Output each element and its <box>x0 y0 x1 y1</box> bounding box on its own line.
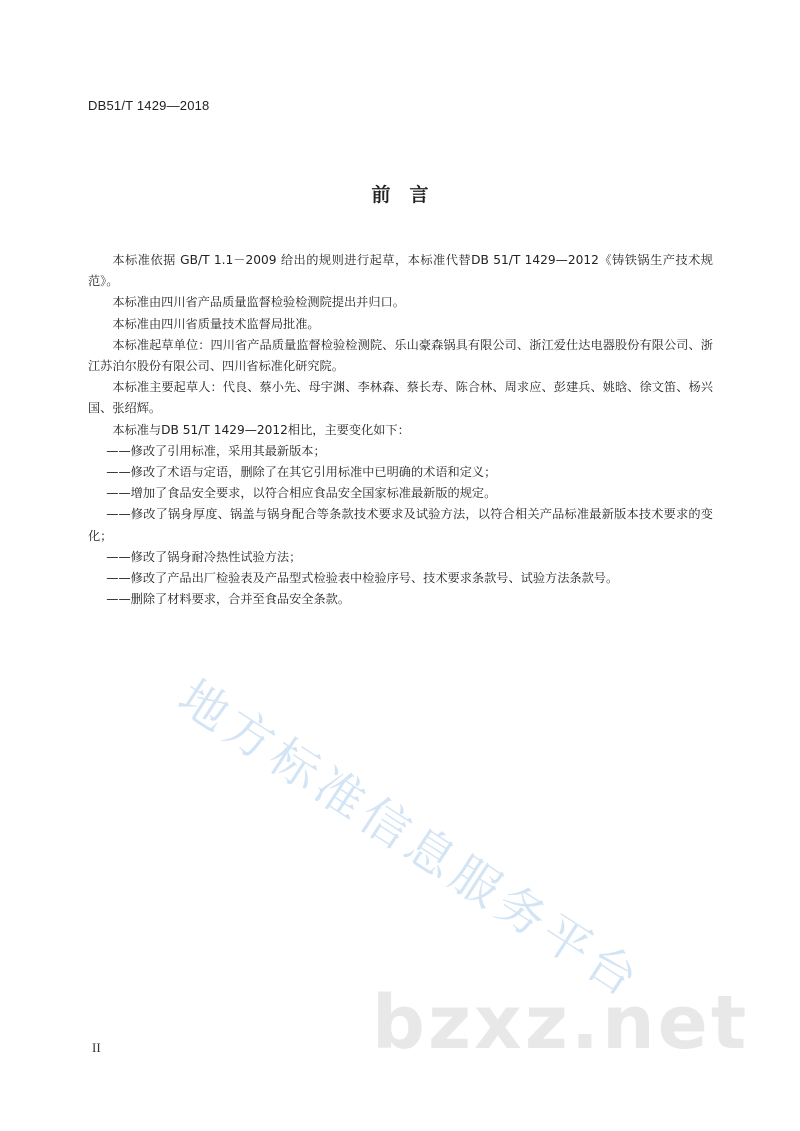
change-item: ——增加了食品安全要求，以符合相应食品安全国家标准最新版的规定。 <box>106 486 497 501</box>
change-item: ——修改了引用标准，采用其最新版本； <box>106 443 326 458</box>
page-title: 前 言 <box>371 184 429 206</box>
watermark-text: 地方标准信息服务平台 <box>168 669 652 1011</box>
standard-code: DB51/T 1429—2018 <box>88 98 210 113</box>
foreword-body <box>88 250 713 610</box>
watermark-logo: bzxz.net <box>372 980 750 1066</box>
change-item: ——删除了材料要求，合并至食品安全条款。 <box>106 592 351 607</box>
change-item: ——修改了锅身厚度、锅盖与锅身配合等条款技术要求及试验方法，以符合相关产品标准最新版本技术要求的变化； <box>88 507 713 543</box>
paragraph: 本标准由四川省质量技术监督局批准。 <box>112 316 320 331</box>
paragraph: 本标准由四川省产品质量监督检验检测院提出并归口。 <box>112 295 405 310</box>
change-item: ——修改了锅身耐冷热性试验方法； <box>106 549 302 564</box>
page-number: II <box>92 1040 101 1055</box>
paragraph: 本标准起草单位：四川省产品质量监督检验检测院、乐山豪森锅具有限公司、浙江爱仕达电器股份有限公司、浙江苏泊尔股份有限公司、四川省标准化研究院。 <box>88 337 713 374</box>
paragraph: 本标准依据 GB/T 1.1－2009 给出的规则进行起草，本标准代替DB 51/T 1429—2012《铸铁锅生产技术规范》。 <box>88 253 713 289</box>
paragraph: 本标准主要起草人：代良、蔡小先、母宇渊、李林森、蔡长寿、陈合林、周求应、彭建兵、姚晗、徐文笛、杨兴国、张绍辉。 <box>88 380 713 416</box>
change-item: ——修改了产品出厂检验表及产品型式检验表中检验序号、技术要求条款号、试验方法条款号。 <box>106 571 619 586</box>
paragraph: 本标准与DB 51/T 1429—2012相比，主要变化如下： <box>112 422 410 437</box>
change-item: ——修改了术语与定语，删除了在其它引用标准中已明确的术语和定义； <box>106 465 497 480</box>
